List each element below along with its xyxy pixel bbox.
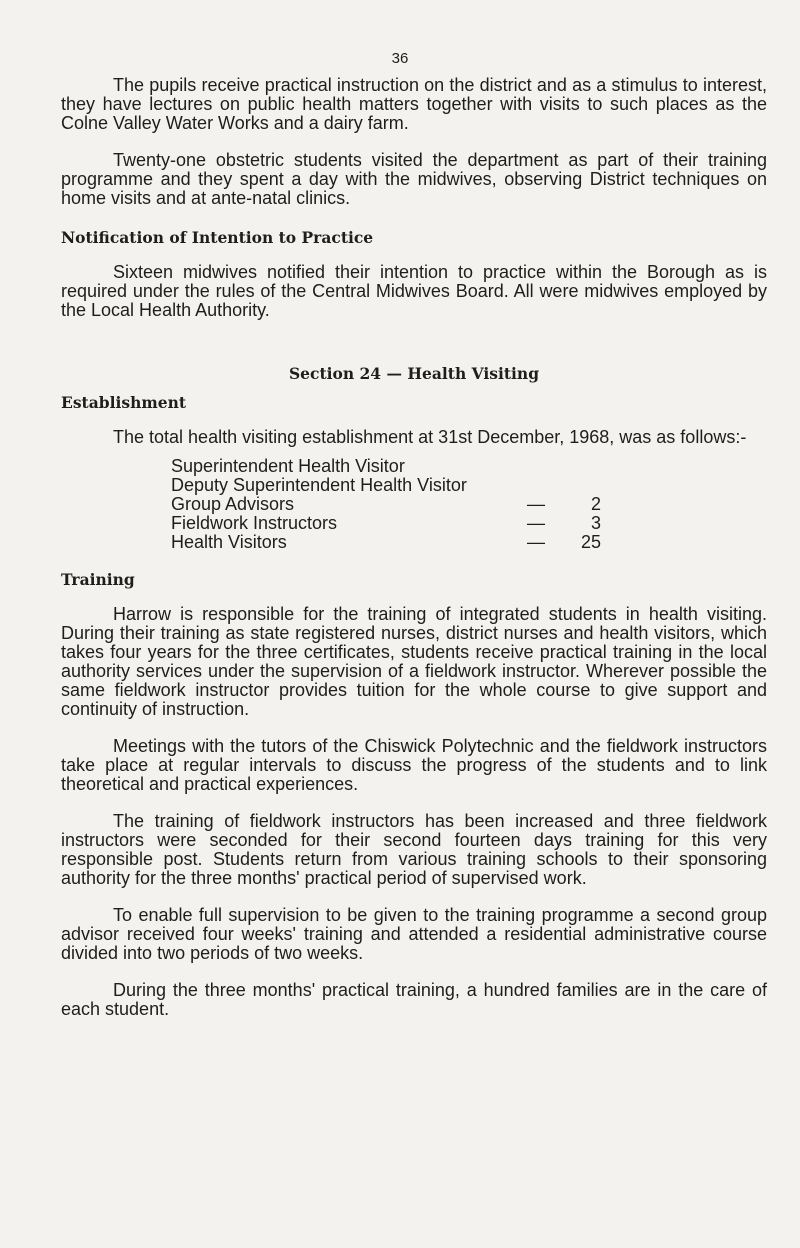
establishment-intro: The total health visiting establishment at 31st December, 1968, was as follows:-	[113, 427, 747, 447]
training-heading: Training	[61, 570, 135, 589]
staff-count	[561, 457, 601, 476]
training-paragraph-1: Harrow is responsible for the training of integrated students in health visiting. During their training as state registered nurses, district nurses and health visitors, which takes four years for the three certificates, students receive practical training in the local authority services under the supervision of a fieldwork instructor. Wherever possible the same fieldwork instructor provides tuition for the whole course to give support and continuity of instruction.	[61, 604, 767, 719]
staff-row	[171, 514, 601, 533]
staff-title: Group Advisors	[171, 494, 295, 514]
training-paragraph-3: The training of fieldwork instructors has been increased and three fieldwork instructors were seconded for their second fourteen days training for this very responsible post. Students return from various training schools to their sponsoring authority for the three months' practical period of supervised work.	[61, 811, 767, 888]
staff-row	[171, 495, 601, 514]
staff-row	[171, 533, 601, 552]
staff-dash	[511, 457, 561, 476]
training-paragraph-4: To enable full supervision to be given to the training programme a second group advisor received four weeks' training and attended a residential administrative course divided into two periods of two weeks.	[61, 905, 767, 963]
staff-list	[171, 457, 601, 552]
staff-count	[561, 476, 601, 495]
staff-title: Fieldwork Instructors	[171, 513, 338, 533]
staff-count: 3	[590, 513, 601, 533]
notification-paragraph: Sixteen midwives notified their intention to practice within the Borough as is required under the rules of the Central Midwives Board. All were midwives employed by the Local Health Authority.	[61, 262, 767, 320]
staff-dash: —	[527, 532, 545, 552]
notification-heading: Notification of Intention to Practice	[61, 228, 374, 247]
staff-count: 2	[590, 494, 601, 514]
training-paragraph-2: Meetings with the tutors of the Chiswick Polytechnic and the fieldwork instructors take place at regular intervals to discuss the progress of the students and to link theoretical and practical experiences.	[61, 736, 767, 794]
staff-title: Deputy Superintendent Health Visitor	[171, 475, 467, 495]
staff-count: 25	[580, 532, 601, 552]
staff-dash: —	[527, 494, 545, 514]
training-paragraph-5: During the three months' practical training, a hundred families are in the care of each student.	[61, 980, 767, 1019]
page-number: 36	[391, 50, 409, 67]
staff-dash	[511, 476, 561, 495]
staff-row	[171, 457, 601, 476]
section-heading: Section 24 — Health Visiting	[288, 364, 540, 383]
page-content	[61, 76, 767, 1019]
staff-title: Health Visitors	[171, 532, 287, 552]
establishment-heading: Establishment	[61, 393, 187, 412]
intro-paragraph-2: Twenty-one obstetric students visited the department as part of their training programme and they spent a day with the midwives, observing District techniques on home visits and at ante-natal clinics.	[61, 150, 767, 208]
staff-row	[171, 476, 601, 495]
intro-paragraph-1: The pupils receive practical instruction on the district and as a stimulus to interest, they have lectures on public health matters together with visits to such places as the Colne Valley Water Works and a dairy farm.	[61, 75, 767, 133]
staff-title: Superintendent Health Visitor	[171, 456, 405, 476]
staff-dash: —	[527, 513, 545, 533]
